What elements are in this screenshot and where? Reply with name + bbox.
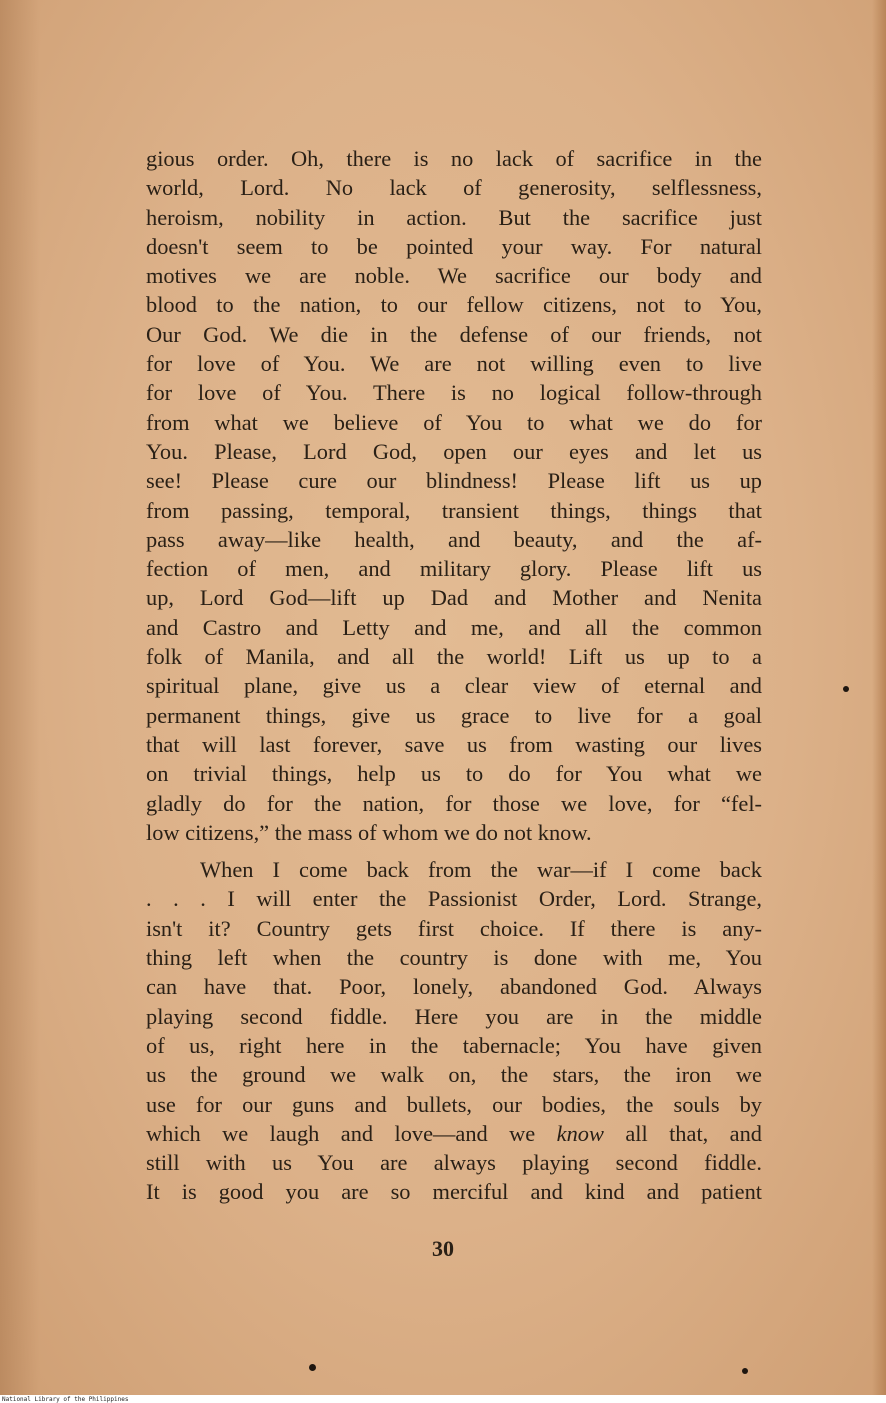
text-line: permanent things, give us grace to live for a goal xyxy=(146,702,762,728)
text-line: from passing, temporal, transient things, things that xyxy=(146,497,762,523)
text-line: that will last forever, save us from wasting our lives xyxy=(146,731,762,757)
ink-spot xyxy=(309,1364,316,1371)
text-line: You. Please, Lord God, open our eyes and let us xyxy=(146,438,762,464)
text-line: and Castro and Letty and me, and all the common xyxy=(146,614,762,640)
text-fragment: which we laugh and love—and we xyxy=(146,1120,557,1146)
text-line: us the ground we walk on, the stars, the iron we xyxy=(146,1062,762,1088)
text-line xyxy=(146,1119,762,1148)
text-line: from what we believe of You to what we do for xyxy=(146,409,762,435)
text-line: folk of Manila, and all the world! Lift us up to a xyxy=(146,644,762,670)
text-line: can have that. Poor, lonely, abandoned God. Always xyxy=(146,974,762,1000)
text-line: Our God. We die in the defense of our friends, not xyxy=(146,321,762,347)
text-line: use for our guns and bullets, our bodies, the souls by xyxy=(146,1091,762,1117)
text-line: It is good you are so merciful and kind and patient xyxy=(146,1179,762,1205)
footer-strip xyxy=(0,1395,886,1403)
text-line: low citizens,” the mass of whom we do not know. xyxy=(146,819,592,845)
text-line: When I come back from the war—if I come back xyxy=(200,857,762,883)
text-line: motives we are noble. We sacrifice our body and xyxy=(146,263,762,289)
text-line: see! Please cure our blindness! Please lift us up xyxy=(146,468,762,494)
text-line: spiritual plane, give us a clear view of eternal and xyxy=(146,673,762,699)
text-line: still with us You are always playing second fiddle. xyxy=(146,1150,762,1176)
ink-spot xyxy=(843,686,849,692)
text-line: up, Lord God—lift up Dad and Mother and Nenita xyxy=(146,585,762,611)
text-line: fection of men, and military glory. Please lift us xyxy=(146,556,762,582)
text-line: for love of You. We are not willing even to live xyxy=(146,351,762,377)
text-line: playing second fiddle. Here you are in the middle xyxy=(146,1003,762,1029)
text-line: for love of You. There is no logical follow-through xyxy=(146,380,762,406)
text-fragment: all that, and xyxy=(603,1120,762,1146)
emphasis-word: know xyxy=(556,1120,604,1146)
footer-credit: National Library of the Philippines xyxy=(2,1396,129,1403)
text-line: blood to the nation, to our fellow citizens, not to You, xyxy=(146,292,762,318)
paragraph-gap xyxy=(146,847,762,855)
text-line: thing left when the country is done with me, You xyxy=(146,945,762,971)
text-line: doesn't seem to be pointed your way. For natural xyxy=(146,233,762,259)
text-line: isn't it? Country gets first choice. If there is any- xyxy=(146,915,762,941)
text-line: gladly do for the nation, for those we love, for “fel- xyxy=(146,790,762,816)
text-line: pass away—like health, and beauty, and the af- xyxy=(146,526,762,552)
page-number: 30 xyxy=(432,1236,454,1261)
text-line: world, Lord. No lack of generosity, selflessness, xyxy=(146,175,762,201)
text-line: on trivial things, help us to do for You what we xyxy=(146,761,762,787)
ink-spot xyxy=(742,1368,748,1374)
text-line: of us, right here in the tabernacle; You have given xyxy=(146,1032,762,1058)
body-text xyxy=(146,144,762,1207)
text-line: heroism, nobility in action. But the sacrifice just xyxy=(146,204,762,230)
text-line: . . . I will enter the Passionist Order, Lord. Strange, xyxy=(146,886,762,912)
text-line: gious order. Oh, there is no lack of sacrifice in the xyxy=(146,146,762,171)
